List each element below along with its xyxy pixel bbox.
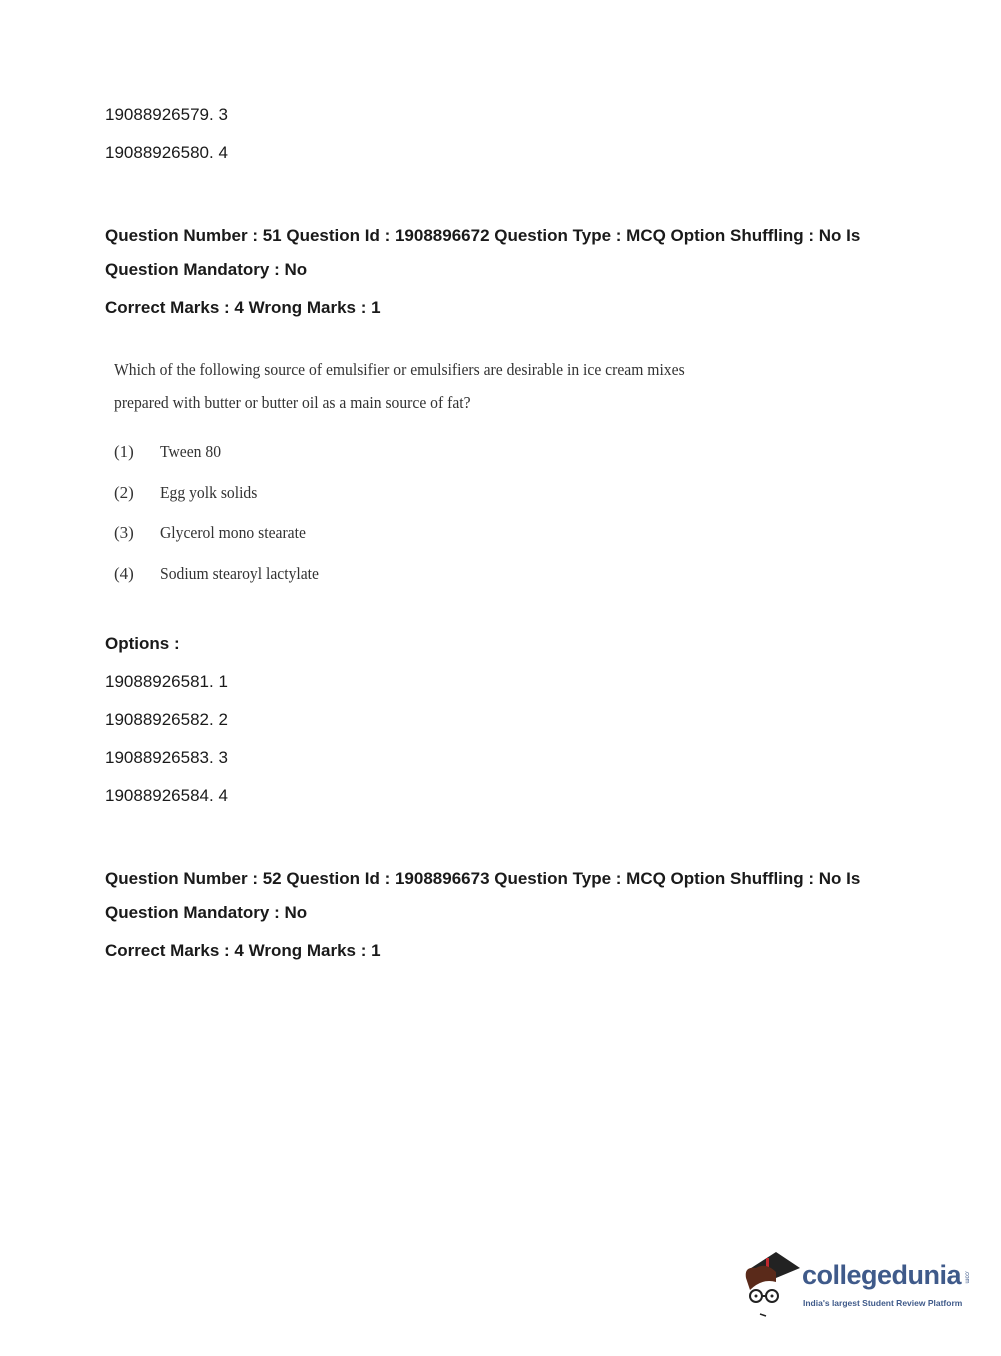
choice-number: (1) <box>114 442 134 461</box>
choice-text: Egg yolk solids <box>160 483 258 502</box>
option-id: 19088926584. 4 <box>105 786 228 805</box>
q52-mandatory: Question Mandatory : No <box>105 903 308 922</box>
brand-suffix: .com <box>963 1270 970 1284</box>
previous-option-4: 19088926580. 4 <box>105 143 228 162</box>
option-id: 19088926582. 2 <box>105 710 228 729</box>
choice-text: Glycerol mono stearate <box>160 523 306 542</box>
choice-text: Sodium stearoyl lactylate <box>160 564 319 583</box>
option-id: 19088926581. 1 <box>105 672 228 691</box>
previous-option-3: 19088926579. 3 <box>105 105 228 124</box>
q51-marks: Correct Marks : 4 Wrong Marks : 1 <box>105 298 381 317</box>
q52-header: Question Number : 52 Question Id : 1908896673 Question Type : MCQ Option Shuffling : No Is <box>105 869 861 888</box>
choice-number: (3) <box>114 523 134 542</box>
choice-number: (2) <box>114 483 134 502</box>
q51-mandatory: Question Mandatory : No <box>105 260 308 279</box>
q51-question-text-cont: prepared with butter or butter oil as a main source of fat? <box>114 393 471 412</box>
choice-text: Tween 80 <box>160 442 222 461</box>
q52-marks: Correct Marks : 4 Wrong Marks : 1 <box>105 941 381 960</box>
brand-name: collegedunia <box>802 1260 962 1290</box>
brand-tagline: India's largest Student Review Platform <box>803 1298 963 1308</box>
collegedunia-logo <box>742 1248 968 1320</box>
mascot-icon <box>742 1248 802 1320</box>
option-id: 19088926583. 3 <box>105 748 228 767</box>
q51-question-text: Which of the following source of emulsifier or emulsifiers are desirable in ice cream mixes <box>114 360 685 379</box>
choice-number: (4) <box>114 564 134 583</box>
options-label: Options : <box>105 634 180 653</box>
q51-header: Question Number : 51 Question Id : 1908896672 Question Type : MCQ Option Shuffling : No Is <box>105 226 861 245</box>
